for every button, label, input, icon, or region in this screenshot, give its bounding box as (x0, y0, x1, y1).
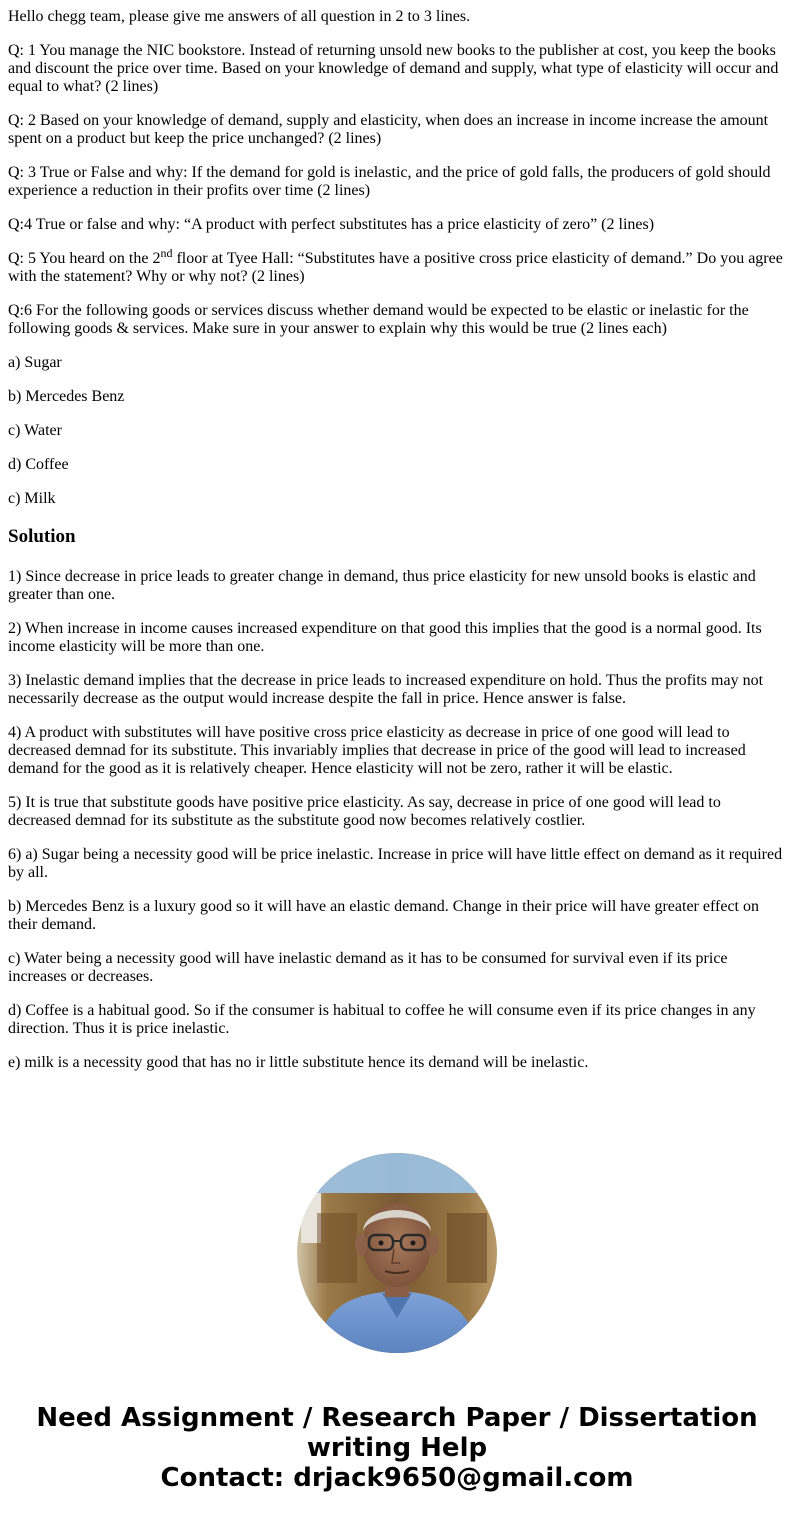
answer-1: 1) Since decrease in price leads to greater change in demand, thus price elasticity for new unsold books is elastic and greater than one. (8, 568, 756, 603)
promo-contact: Contact: drjack9650@gmail.com (160, 1463, 634, 1493)
promo-line-2: writing Help (306, 1433, 488, 1463)
question-intro: Hello chegg team, please give me answers of all question in 2 to 3 lines. (8, 8, 471, 25)
solution-heading: Solution (8, 526, 76, 547)
question-6: Q:6 For the following goods or services discuss whether demand would be expected to be elastic or inelastic for the following goods & services. Make sure in your answer to explain why this would be true (2 lines each) (8, 302, 749, 337)
answer-4: 4) A product with substitutes will have positive cross price elasticity as decrease in price of one good will lead to decreased demnad for its substitute. This invariably implies that decrease in price of the good will lead to increased demand for the good as it is relatively cheaper. Hence elasticity will not be zero, rather it will be elastic. (8, 724, 746, 777)
item-coffee: d) Coffee (8, 456, 69, 473)
promo-line-1: Need Assignment / Research Paper / Dissertation (36, 1403, 758, 1433)
answer-6b: b) Mercedes Benz is a luxury good so it will have an elastic demand. Change in their price will have greater effect on their demand. (8, 898, 759, 933)
answer-5: 5) It is true that substitute goods have positive price elasticity. As say, decrease in price of one good will lead to decreased demnad for its substitute as the substitute good now becomes relatively costlier. (8, 794, 721, 829)
question-5-end: floor at Tyee Hall: “Substitutes have a positive cross price elasticity of demand.” Do you agree with the statement? Why or why not? (2 lines) (8, 250, 783, 285)
promo-banner (0, 1403, 794, 1493)
item-water: c) Water (8, 422, 62, 439)
question-5-superscript: nd (160, 246, 173, 260)
answer-6e: e) milk is a necessity good that has no ir little substitute hence its demand will be inelastic. (8, 1054, 589, 1071)
document-body (8, 0, 786, 1088)
question-3: Q: 3 True or False and why: If the demand for gold is inelastic, and the price of gold falls, the producers of gold should experience a reduction in their profits over time (2 lines) (8, 164, 771, 199)
answer-2: 2) When increase in income causes increased expenditure on that good this implies that the good is a normal good. Its income elasticity will be more than one. (8, 620, 762, 655)
question-1: Q: 1 You manage the NIC bookstore. Instead of returning unsold new books to the publisher at cost, you keep the books and discount the price over time. Based on your knowledge of demand and supply, what type of elasticity will occur and equal to what? (2 lines) (8, 42, 779, 95)
item-sugar: a) Sugar (8, 354, 62, 371)
question-5 (8, 246, 786, 286)
answer-6d: d) Coffee is a habitual good. So if the consumer is habitual to coffee he will consume even if its price changes in any direction. Thus it is price inelastic. (8, 1002, 756, 1037)
answer-3: 3) Inelastic demand implies that the decrease in price leads to increased expenditure on hold. Thus the profits may not necessarily decrease as the output would increase despite the fall in price. Hence answer is false. (8, 672, 764, 707)
question-5-start: Q: 5 You heard on the 2 (8, 250, 161, 267)
avatar-portrait (297, 1153, 497, 1353)
question-4: Q:4 True or false and why: “A product with perfect substitutes has a price elasticity of zero” (2 lines) (8, 216, 655, 233)
item-mercedes-benz: b) Mercedes Benz (8, 388, 125, 405)
avatar (297, 1153, 497, 1353)
answer-6c: c) Water being a necessity good will have inelastic demand as it has to be consumed for survival even if its price increases or decreases. (8, 950, 728, 985)
answer-6a: 6) a) Sugar being a necessity good will be price inelastic. Increase in price will have little effect on demand as it required by all. (8, 846, 783, 881)
item-milk: c) Milk (8, 490, 56, 507)
question-2: Q: 2 Based on your knowledge of demand, supply and elasticity, when does an increase in income increase the amount spent on a product but keep the price unchanged? (2 lines) (8, 112, 769, 147)
